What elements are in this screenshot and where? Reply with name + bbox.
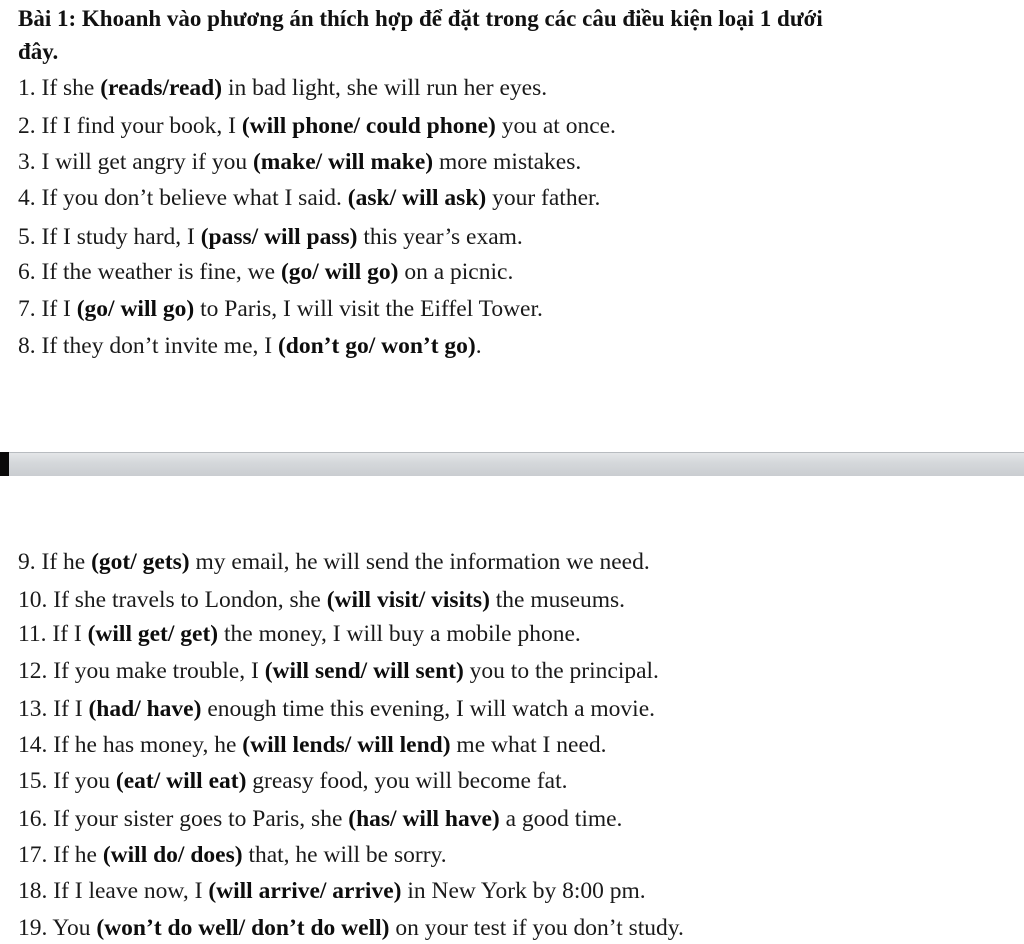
question-text: enough time this evening, I will watch a movie. bbox=[201, 696, 656, 722]
answer-options: (got/ gets) bbox=[91, 549, 190, 575]
question-text: 1. If she bbox=[18, 75, 101, 101]
question-text: in New York by 8:00 pm. bbox=[401, 878, 646, 904]
question-text: my email, he will send the information we need. bbox=[189, 549, 650, 575]
answer-options: (go/ will go) bbox=[76, 296, 195, 322]
answer-options: (pass/ will pass) bbox=[200, 224, 358, 250]
answer-options: (had/ have) bbox=[88, 696, 202, 722]
answer-options: (ask/ will ask) bbox=[347, 185, 487, 211]
question-text: the money, I will buy a mobile phone. bbox=[218, 621, 581, 647]
question-18 bbox=[18, 876, 646, 906]
question-7 bbox=[18, 294, 543, 324]
question-text: you at once. bbox=[495, 113, 616, 139]
question-3 bbox=[18, 147, 581, 177]
question-text: more mistakes. bbox=[433, 149, 582, 175]
question-text: 4. If you don’t believe what I said. bbox=[18, 185, 348, 211]
question-5 bbox=[18, 222, 523, 252]
answer-options: (will get/ get) bbox=[87, 621, 219, 647]
question-12 bbox=[18, 656, 659, 686]
question-text: 8. If they don’t invite me, I bbox=[18, 333, 278, 359]
question-text: 3. I will get angry if you bbox=[18, 149, 253, 175]
question-text: 10. If she travels to London, she bbox=[18, 587, 327, 613]
question-text: 9. If he bbox=[18, 549, 92, 575]
answer-options: (will visit/ visits) bbox=[326, 587, 490, 613]
exercise-heading bbox=[18, 2, 1008, 68]
question-text: 12. If you make trouble, I bbox=[18, 658, 265, 684]
question-text: 5. If I study hard, I bbox=[18, 224, 201, 250]
question-4 bbox=[18, 183, 600, 213]
answer-options: (eat/ will eat) bbox=[115, 768, 247, 794]
question-text: . bbox=[475, 333, 482, 359]
answer-options: (will phone/ could phone) bbox=[241, 113, 496, 139]
question-text: greasy food, you will become fat. bbox=[246, 768, 568, 794]
worksheet-page-2 bbox=[0, 476, 1024, 944]
question-text: a good time. bbox=[499, 806, 623, 832]
answer-options: (make/ will make) bbox=[252, 149, 434, 175]
question-text: 16. If your sister goes to Paris, she bbox=[18, 806, 349, 832]
question-9 bbox=[18, 547, 650, 577]
question-text: me what I need. bbox=[450, 732, 607, 758]
question-text: 18. If I leave now, I bbox=[18, 878, 209, 904]
page-separator bbox=[9, 452, 1024, 477]
question-text: to Paris, I will visit the Eiffel Tower. bbox=[194, 296, 543, 322]
answer-options: (has/ will have) bbox=[348, 806, 500, 832]
heading-line-2: đây. bbox=[18, 39, 59, 64]
question-6 bbox=[18, 257, 513, 287]
question-text: in bad light, she will run her eyes. bbox=[222, 75, 548, 101]
question-text: your father. bbox=[486, 185, 601, 211]
question-text: on your test if you don’t study. bbox=[389, 915, 684, 941]
question-text: 13. If I bbox=[18, 696, 89, 722]
answer-options: (don’t go/ won’t go) bbox=[277, 333, 476, 359]
question-text: 7. If I bbox=[18, 296, 77, 322]
question-text: 17. If he bbox=[18, 842, 103, 868]
question-text: 15. If you bbox=[18, 768, 116, 794]
answer-options: (reads/read) bbox=[100, 75, 223, 101]
question-14 bbox=[18, 730, 607, 760]
question-13 bbox=[18, 694, 655, 724]
answer-options: (won’t do well/ don’t do well) bbox=[96, 915, 390, 941]
question-text: 19. You bbox=[18, 915, 97, 941]
question-text: 2. If I find your book, I bbox=[18, 113, 242, 139]
worksheet-page-1 bbox=[0, 0, 1024, 452]
answer-options: (will lends/ will lend) bbox=[242, 732, 451, 758]
answer-options: (will do/ does) bbox=[102, 842, 243, 868]
question-text: you to the principal. bbox=[463, 658, 659, 684]
question-1 bbox=[18, 73, 547, 103]
answer-options: (will arrive/ arrive) bbox=[208, 878, 402, 904]
question-text: 14. If he has money, he bbox=[18, 732, 243, 758]
question-text: the museums. bbox=[489, 587, 626, 613]
answer-options: (will send/ will sent) bbox=[264, 658, 464, 684]
question-15 bbox=[18, 766, 568, 796]
question-text: 11. If I bbox=[18, 621, 88, 647]
question-17 bbox=[18, 840, 447, 870]
question-19 bbox=[18, 913, 684, 943]
heading-line-1: Bài 1: Khoanh vào phương án thích hợp để đặt trong các câu điều kiện loại 1 dưới bbox=[18, 6, 823, 31]
question-11 bbox=[18, 619, 581, 649]
question-8 bbox=[18, 331, 482, 361]
question-2 bbox=[18, 111, 616, 141]
question-text: that, he will be sorry. bbox=[242, 842, 447, 868]
answer-options: (go/ will go) bbox=[280, 259, 399, 285]
question-10 bbox=[18, 585, 625, 615]
question-16 bbox=[18, 804, 622, 834]
question-text: this year’s exam. bbox=[357, 224, 523, 250]
question-text: 6. If the weather is fine, we bbox=[18, 259, 281, 285]
question-text: on a picnic. bbox=[398, 259, 514, 285]
